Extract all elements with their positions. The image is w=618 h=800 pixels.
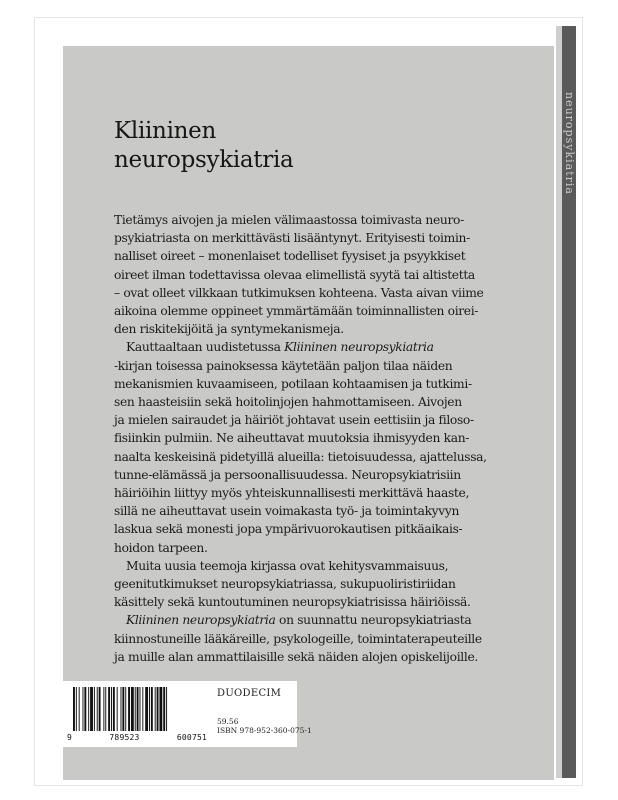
- book-title: [114, 117, 293, 175]
- isbn-info: [217, 717, 312, 735]
- blurb-line: häiriöihin liittyy myös yhteiskunnallisesti merkittävä haaste,: [114, 486, 470, 501]
- barcode-digits: [67, 733, 207, 745]
- blurb-line: – ovat olleet vilkkaan tutkimuksen kohteena. Vasta aivan viime: [114, 285, 484, 300]
- blurb-line: kiinnostuneille lääkäreille, psykologeille, toimintaterapeuteille: [114, 631, 482, 646]
- spine-title: neuropsykiatria: [563, 92, 576, 195]
- blurb-line: Tietämys aivojen ja mielen välimaastossa toimivasta neuro-: [114, 213, 464, 227]
- blurb-line: nalliset oireet – monenlaiset todelliset fyysiset ja psyykkiset: [114, 249, 466, 264]
- blurb-line: hoidon tarpeen.: [114, 540, 208, 555]
- blurb-line: ja mielen sairaudet ja häiriöt johtavat usein eettisiin ja filoso-: [114, 413, 474, 428]
- blurb-line: tunne-elämässä ja persoonallisuudessa. Neuropsykiatrisiin: [114, 467, 461, 482]
- blurb-book-title: Kliininen neuropsykiatria: [284, 340, 434, 355]
- blurb-line: naalta keskeisinä pidetyillä alueilla: tietoisuudessa, ajattelussa,: [114, 449, 487, 464]
- isbn-number: ISBN 978-952-360-075-1: [217, 726, 312, 735]
- title-line-1: Kliininen: [114, 118, 216, 144]
- title-line-2: neuropsykiatria: [114, 147, 294, 173]
- blurb-line: oireet ilman todettavissa olevaa elimellistä syytä tai altistetta: [114, 267, 475, 282]
- blurb-line: Muita uusia teemoja kirjassa ovat kehitysvammaisuus,: [126, 558, 449, 573]
- blurb-line: fisiinkin pulmiin. Ne aiheuttavat muutoksia ihmisyyden kan-: [114, 431, 470, 446]
- barcode-digit-group-1: 789523: [109, 733, 140, 742]
- barcode-digit-lead: 9: [67, 733, 73, 742]
- blurb-line: [114, 611, 524, 629]
- blurb-line: aikoina olemme oppineet ymmärtämään toiminnallisten oirei-: [114, 304, 479, 319]
- blurb-line: käsittely sekä kuntoutuminen neuropsykiatrisissa häiriöissä.: [114, 595, 471, 610]
- blurb-lead: Kauttaaltaan uudistetussa: [126, 340, 285, 355]
- blurb-line: ja muille alan ammattilaisille sekä näiden alojen opiskelijoille.: [114, 649, 478, 664]
- publisher-name: DUODECIM: [217, 688, 282, 699]
- blurb-line: laskua sekä monesti jopa ympärivuorokautisen pitkäaikais-: [114, 522, 463, 537]
- blurb-line: [114, 338, 524, 356]
- class-code: 59.56: [217, 717, 239, 726]
- blurb-rest: on suunnattu neuropsykiatriasta: [275, 613, 472, 628]
- barcode: [67, 687, 207, 731]
- blurb-line: sen haasteisiin sekä hoitolinjojen hahmottamiseen. Aivojen: [114, 395, 462, 410]
- blurb-line: psykiatriasta on merkittävästi lisääntynyt. Erityisesti toimin-: [114, 231, 470, 246]
- blurb-book-title: Kliininen neuropsykiatria: [126, 613, 276, 628]
- blurb-line: -kirjan toisessa painoksessa käytetään paljon tilaa näiden: [114, 358, 453, 373]
- blurb-text: [114, 211, 524, 666]
- blurb-line: sillä ne aiheuttavat usein voimakasta työ- ja toimintakyvyn: [114, 504, 460, 519]
- blurb-line: den riskitekijöitä ja syntymekanismeja.: [114, 322, 344, 337]
- blurb-line: geenitutkimukset neuropsykiatriassa, sukupuoliristiriidan: [114, 577, 456, 592]
- barcode-digit-group-2: 600751: [176, 733, 207, 742]
- blurb-line: mekanismien kuvaamiseen, potilaan kohtaamisen ja tutkimi-: [114, 376, 472, 391]
